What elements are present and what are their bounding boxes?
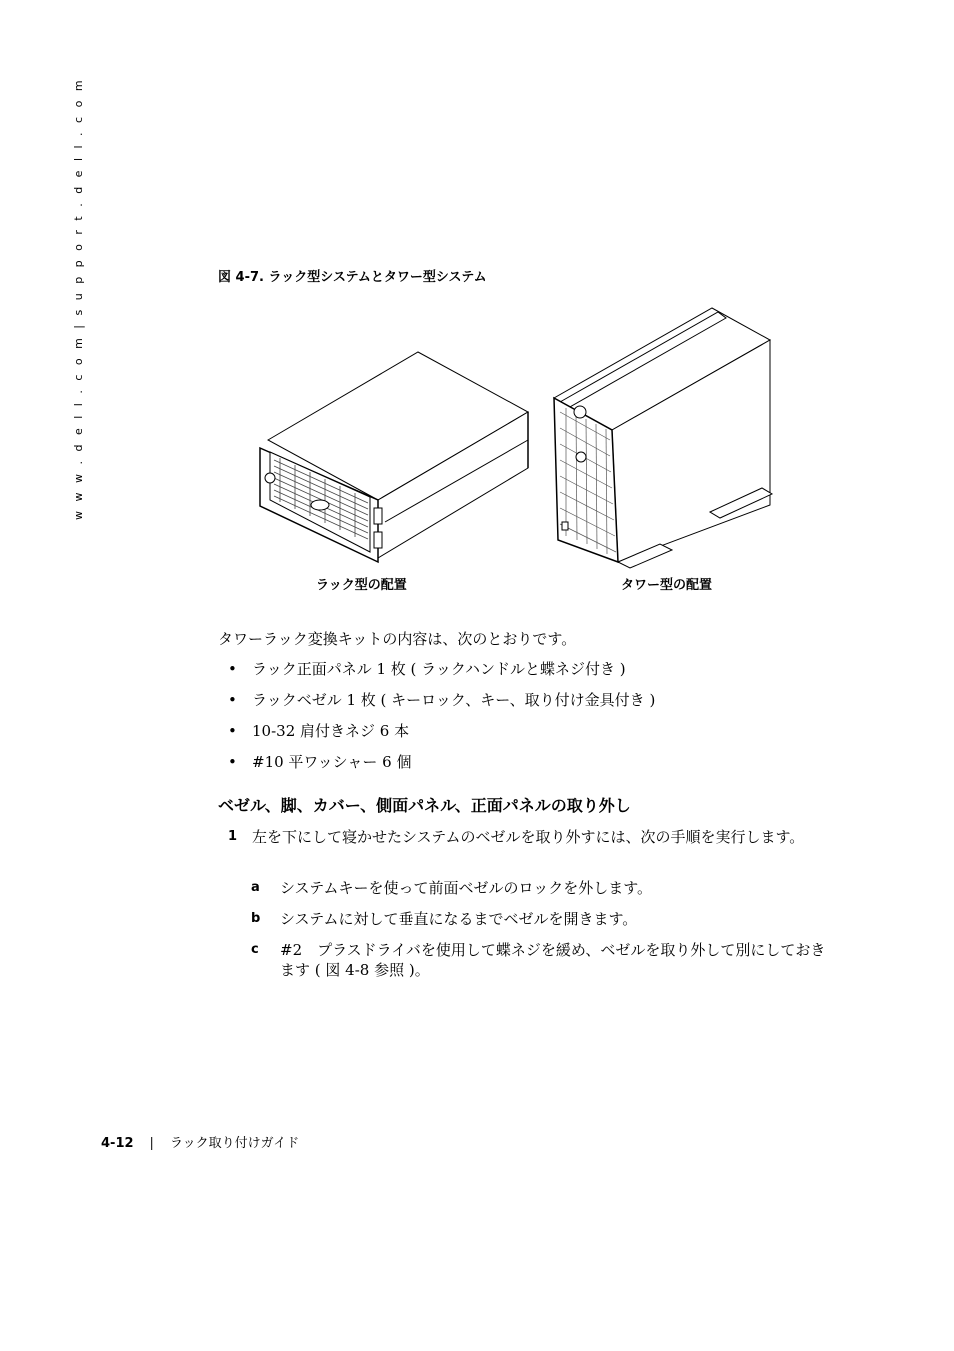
list-item-text: 10-32 肩付きネジ 6 本 bbox=[252, 722, 410, 740]
bullet-marker: • bbox=[228, 722, 237, 740]
substep-c bbox=[248, 940, 828, 980]
substep-text: システムキーを使って前面ベゼルのロックを外します。 bbox=[280, 879, 653, 897]
kit-contents-list bbox=[218, 660, 655, 784]
step-1 bbox=[218, 827, 828, 847]
substep-a bbox=[248, 878, 828, 898]
tower-placement-label: タワー型の配置 bbox=[621, 578, 713, 593]
list-item bbox=[218, 691, 655, 722]
rack-placement-label: ラック型の配置 bbox=[316, 578, 407, 593]
substep-text: #2 プラスドライバを使用して蝶ネジを緩め、ベゼルを取り外して別にしておきます ( 図 4-8 参照 )。 bbox=[280, 941, 826, 979]
figure-rack-tower-illustration bbox=[240, 300, 800, 600]
bullet-marker: • bbox=[228, 660, 237, 678]
step-text: 左を下にして寝かせたシステムのベゼルを取り外すには、次の手順を実行します。 bbox=[252, 828, 805, 846]
tower-system-drawing bbox=[554, 308, 772, 568]
footer-separator: | bbox=[149, 1136, 154, 1151]
rack-system-drawing bbox=[260, 352, 528, 562]
list-item-text: ラック正面パネル 1 枚 ( ラックハンドルと蝶ネジ付き ) bbox=[252, 660, 626, 678]
page-footer bbox=[101, 1132, 299, 1151]
list-item bbox=[218, 753, 655, 784]
side-url: w w w . d e l l . c o m | s u p p o r t . d e l l . c o m bbox=[72, 77, 85, 520]
kit-contents-intro: タワーラック変換キットの内容は、次のとおりです。 bbox=[218, 630, 577, 648]
section-heading: ベゼル、脚、カバー、側面パネル、正面パネルの取り外し bbox=[218, 796, 631, 815]
list-item bbox=[218, 722, 655, 753]
substep-text: システムに対して垂直になるまでベゼルを開きます。 bbox=[280, 910, 638, 928]
list-item-text: #10 平ワッシャー 6 個 bbox=[252, 753, 412, 771]
list-item bbox=[218, 660, 655, 691]
substep-b bbox=[248, 909, 828, 929]
page-number: 4-12 bbox=[101, 1136, 134, 1151]
substep-letter: c bbox=[251, 942, 259, 957]
substep-letter: b bbox=[251, 911, 261, 926]
bullet-marker: • bbox=[228, 753, 237, 771]
substep-letter: a bbox=[251, 880, 260, 895]
figure-caption: 図 4-7. ラック型システムとタワー型システム bbox=[218, 270, 487, 285]
list-item-text: ラックベゼル 1 枚 ( キーロック、キー、取り付け金具付き ) bbox=[252, 691, 656, 709]
footer-title: ラック取り付けガイド bbox=[169, 1136, 300, 1151]
step-number: 1 bbox=[228, 829, 238, 844]
bullet-marker: • bbox=[228, 691, 237, 709]
